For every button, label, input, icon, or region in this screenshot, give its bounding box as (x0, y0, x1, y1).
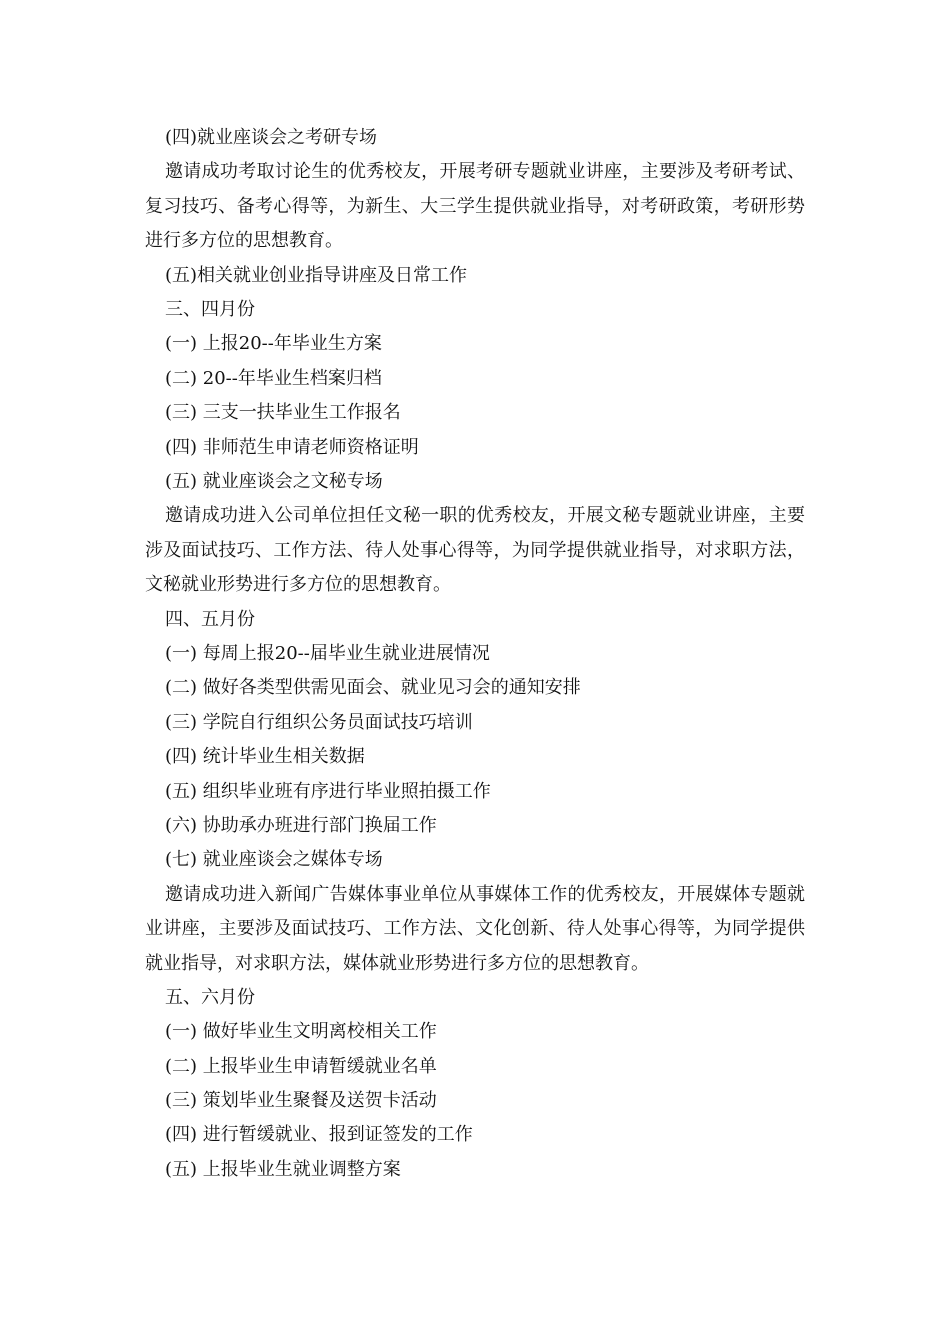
list-item: (三) 策划毕业生聚餐及送贺卡活动 (165, 1090, 437, 1112)
list-item: (三) 三支一扶毕业生工作报名 (165, 402, 401, 424)
body-paragraph: 邀请成功进入公司单位担任文秘一职的优秀校友，开展文秘专题就业讲座，主要涉及面试技巧、工作方法、待人处事心得等，为同学提供就业指导，对求职方法，文秘就业形势进行多方位的思想教育。 (145, 505, 805, 596)
body-paragraph: 邀请成功考取讨论生的优秀校友，开展考研专题就业讲座，主要涉及考研考试、复习技巧、备考心得等，为新生、大三学生提供就业指导，对考研政策，考研形势进行多方位的思想教育。 (145, 161, 805, 252)
month-heading: 三、四月份 (165, 299, 255, 320)
list-item: (二) 上报毕业生申请暂缓就业名单 (165, 1055, 437, 1077)
section-heading: (四)就业座谈会之考研专场 (165, 127, 378, 148)
month-heading: 四、五月份 (165, 608, 255, 630)
list-item: (七) 就业座谈会之媒体专场 (165, 849, 383, 871)
list-item: (四) 非师范生申请老师资格证明 (165, 436, 419, 458)
list-item: (一) 每周上报20--届毕业生就业进展情况 (165, 642, 490, 664)
list-item: (二) 做好各类型供需见面会、就业见习会的通知安排 (165, 677, 581, 699)
list-item: (一) 做好毕业生文明离校相关工作 (165, 1021, 437, 1043)
month-heading: 五、六月份 (165, 986, 255, 1008)
list-item: (三) 学院自行组织公务员面试技巧培训 (165, 711, 473, 733)
list-item: (四) 进行暂缓就业、报到证签发的工作 (165, 1124, 473, 1146)
document-body (145, 121, 805, 1187)
list-item: (二) 20--年毕业生档案归档 (165, 367, 382, 389)
body-paragraph: 邀请成功进入新闻广告媒体事业单位从事媒体工作的优秀校友，开展媒体专题就业讲座，主要涉及面试技巧、工作方法、文化创新、待人处事心得等，为同学提供就业指导，对求职方法，媒体就业形势进行多方位的思想教育。 (145, 883, 805, 974)
section-heading: (五)相关就业创业指导讲座及日常工作 (165, 264, 468, 286)
list-item: (四) 统计毕业生相关数据 (165, 746, 365, 768)
list-item: (五) 组织毕业班有序进行毕业照拍摄工作 (165, 780, 491, 802)
list-item: (六) 协助承办班进行部门换届工作 (165, 814, 437, 836)
list-item: (一) 上报20--年毕业生方案 (165, 333, 382, 355)
list-item: (五) 就业座谈会之文秘专场 (165, 470, 383, 492)
list-item: (五) 上报毕业生就业调整方案 (165, 1158, 401, 1180)
